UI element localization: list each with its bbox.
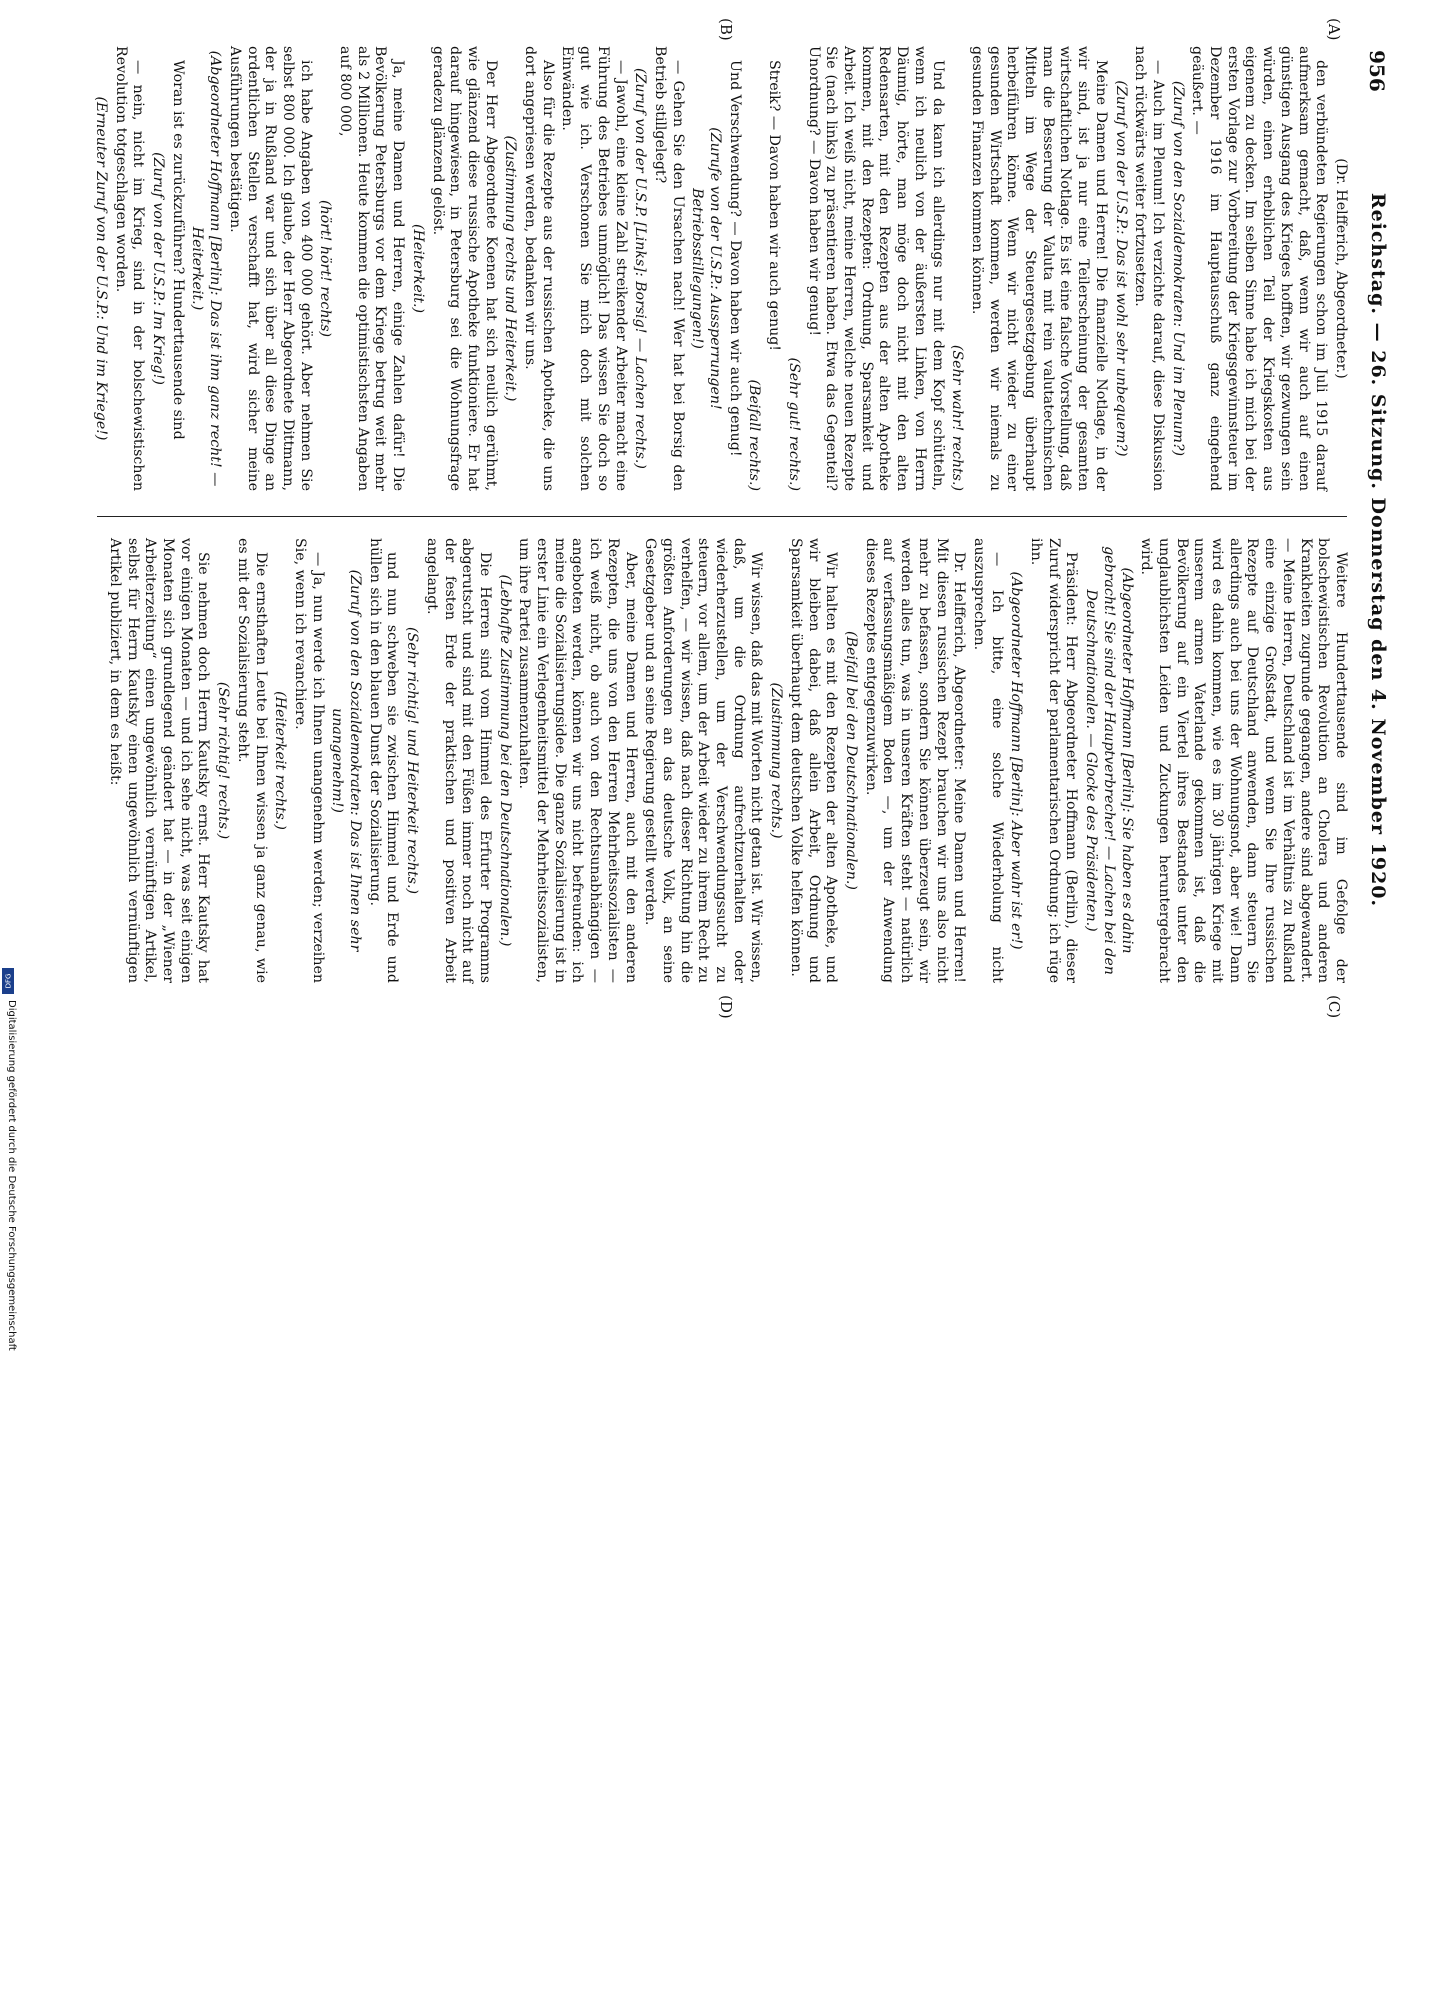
paragraph: — Jawohl, eine kleine Zahl streikender Arbeiter macht eine Führung des Betriebes unmöglich! Das wissen Sie doch so gut wie ich. Verschonen Sie mich doch mit solchen Einwänden.	[559, 46, 629, 491]
paragraph: Wir halten es mit den Rezepten der alten Apotheke, und wir bleiben dabei, daß allein Arbeit, Ordnung und Sparsamkeit überhaupt dem deutschen Volke helfen können.	[787, 538, 840, 983]
paragraph: Woran ist es zurückzuführen? Hunderttausende sind	[169, 60, 186, 440]
paragraph: (Abgeordneter Hoffmann [Berlin]: Das ist ihm ganz recht! — Heiterkeit.)	[189, 50, 224, 487]
paragraph: (hört! hört! rechts)	[317, 199, 334, 338]
paragraph: (Zuruf von den Sozialdemokraten: Und im Plenum?)	[1169, 80, 1186, 457]
paragraph: Streik? — Davon haben wir auch genug!	[766, 60, 783, 352]
dfg-logo-text: DFG	[4, 973, 12, 989]
page-number: 956	[1365, 50, 1389, 92]
paragraph: (Zuruf von der U.S.P. [Links]: Borsig! — Lachen rechts.)	[632, 68, 649, 469]
paragraph: Die Herren sind vom Himmel des Erfurter Programms abgerutscht und sind mit den Füßen immer noch nicht auf der festen Erde der praktischen und positiven Arbeit angelangt.	[423, 538, 493, 983]
paragraph: — Auch im Plenum! Ich verzichte darauf, diese Diskussion nach rückwärts weiter fortzusetzen.	[1132, 46, 1166, 491]
paragraph: (Sehr gut! rechts.)	[785, 357, 802, 491]
paragraph: (Lebhafte Zustimmung bei den Deutschnationalen.)	[496, 574, 513, 947]
paragraph: den verbündeten Regierungen schon im Juli 1915 darauf aufmerksam gemacht, daß, wenn wir auch auf einen günstigen Ausgang des Krieges hofften, wir gezwungen sein würden, einen erheblichen Teil der Kriegskosten aus eigenem zu decken. Im selben Sinne habe ich mich bei der ersten Vorlage zur Vorbereitung der Kriegsgewinnsteuer im Dezember 1916 im Hauptausschuß ganz eingehend geäußert. —	[1189, 46, 1330, 491]
right-text-column	[99, 538, 1349, 983]
paragraph: Ja, meine Damen und Herren, einige Zahlen dafür! Die Bevölkerung Petersburgs vor dem Kriege betrug weit mehr als 2 Millionen. Heute kommen die optimistischsten Angaben auf 800 000,	[337, 46, 407, 491]
paragraph: — Ja, nun werde ich Ihnen unangenehm werden; verzeihen Sie, wenn ich revanchiere.	[291, 538, 326, 983]
paragraph: Sie nehmen doch Herrn Kautsky ernst. Herr Kautsky hat vor einigen Monaten — und ich sehe nicht, was seit einigen Monaten sich grundlegend geändert hat — in der „Wiener Arbeiterzeitung“ einen ungewöhnlich vernünftigen Artikel, selbst für Herrn Kautsky einen ungewöhnlich vernünftigen Artikel publiziert, in dem es heißt:	[106, 538, 212, 983]
paragraph: und nun schweben sie zwischen Himmel und Erde und hüllen sich in den blauen Dunst der Sozialisierung.	[366, 538, 401, 983]
digitization-credit	[4, 1000, 18, 1990]
margin-marker-a: (A)	[1325, 18, 1343, 41]
paragraph: (Heiterkeit rechts.)	[272, 691, 289, 830]
paragraph: Die ernsthaften Leute bei Ihnen wissen ja ganz genau, wie es mit der Sozialisierung steht.	[234, 538, 269, 983]
paragraph: (Zuruf von der U.S.P.: Im Krieg!)	[150, 152, 166, 385]
paragraph: (Sehr richtig! rechts.)	[215, 681, 232, 840]
paragraph: (Zurufe von der U.S.P.: Aussperrungen! Betriebsstillegungen!)	[689, 127, 724, 410]
paragraph: (Zuruf von den Sozialdemokraten: Das ist Ihnen sehr unangenehm!)	[329, 569, 364, 952]
document-page	[55, 18, 1395, 1019]
paragraph: Und Verschwendung? — Davon haben wir auch genug!	[726, 60, 743, 457]
paragraph: — nein, nicht im Krieg, sind in der bolschewistischen Revolution totgeschlagen worden.	[112, 46, 147, 491]
paragraph: (Zustimmung rechts und Heiterkeit.)	[502, 135, 519, 402]
paragraph: (Zustimmung rechts.)	[768, 682, 785, 839]
paragraph: Und da kann ich allerdings nur mit dem Kopf schütteln, wenn ich neulich von der äußersten Linken, von Herrn Däumig, hörte, man möge doch nicht mit den alten Redensarten, mit den Rezepten aus der alten Apotheke kommen, mit den Rezepten: Ordnung, Sparsamkeit und Arbeit. Ich weiß nicht, meine Herren, welche neuen Rezepte Sie (nach links) zu präsentieren haben. Etwa das Gegenteil? Unordnung? — Davon haben wir genug!	[805, 46, 946, 491]
running-title: Reichstag. — 26. Sitzung. Donnerstag den 4. November 1920.	[1367, 192, 1389, 908]
paragraph: (Sehr richtig! und Heiterkeit rechts.)	[404, 626, 421, 895]
margin-marker-b: (B)	[717, 18, 735, 41]
paragraph: (Abgeordneter Hoffmann [Berlin]: Aber wahr ist er!)	[1008, 571, 1025, 950]
margin-marker-d: (D)	[717, 995, 735, 1019]
paragraph: Wir wissen, daß das mit Worten nicht getan ist. Wir wissen, daß, um die Ordnung aufrechtzuerhalten oder wiederherzustellen, um der Verschwendungssucht zu steuern, vor allem, um der Arbeit wieder zu ihrem Recht zu verhelfen, — wir wissen, daß nach dieser Richtung hin die größten Anforderungen an das deutsche Volk, an seine Gesetzgeber und an seine Regierung gestellt werden.	[642, 538, 765, 983]
paragraph: — Gehen Sie den Ursachen nach! Wer hat bei Borsig den Betrieb stillgelegt?	[651, 46, 686, 491]
paragraph: (Dr. Helfferich, Abgeordneter.)	[1333, 158, 1349, 379]
paragraph: Präsident: Herr Abgeordneter Hoffmann (Berlin), dieser Zuruf widerspricht der parlamentarischen Ordnung; ich rüge ihn.	[1028, 538, 1080, 983]
paragraph: (Sehr wahr! rechts.)	[949, 344, 966, 491]
paragraph: — Ich bitte, eine solche Wiederholung nicht auszusprechen.	[970, 538, 1005, 983]
paragraph: Weitere Hunderttausende sind im Gefolge der bolschewistischen Revolution an Cholera und anderen Krankheiten zugrunde gegangen, andere sind abgewandert. — Meine Herren, Deutschland ist im Verhältnis zu Rußland eine einzige Großstadt, und wenn Sie Ihre russischen Rezepte auf Deutschland anwenden, dann steuern Sie allerdings auch bei uns der Wohnungsnot, aber wie! Dann wird es dahin kommen, wie es im 30 jährigen Kriege mit unserem armen Vaterlande gekommen ist, daß die Bevölkerung auf ein Viertel ihres Bestandes unter den unglaublichsten Leiden und Zuckungen heruntergebracht wird.	[1138, 538, 1349, 983]
paragraph: (Beifall bei den Deutschnationalen.)	[843, 631, 860, 890]
column-divider	[97, 516, 1347, 517]
margin-marker-c: (C)	[1325, 995, 1343, 1019]
paragraph: (Erneuter Zuruf von der U.S.P.: Und im Kriege!)	[92, 96, 109, 441]
paragraph: Dr. Helfferich, Abgeordneter: Meine Damen und Herren! Mit diesen russischen Rezept brauchen wir uns also nicht mehr zu befassen, sondern Sie können überzeugt sein, wir werden alles tun, was in unseren Kräften steht — natürlich auf verfassungsmäßigem Boden —, um der Anwendung dieses Rezeptes entgegenzuwirken.	[862, 538, 968, 983]
digitization-credit-text: Digitalisierung gefördert durch die Deutsche Forschungsgemeinschaft	[6, 1000, 17, 1351]
paragraph: Also für die Rezepte aus der russischen Apotheke, die uns dort angepriesen werden, bedanken wir uns.	[522, 46, 556, 491]
paragraph: Meine Damen und Herren! Die finanzielle Notlage, in der wir sind, ist ja nur eine Teilerscheinung der gesamten wirtschaftlichen Notlage. Es ist eine falsche Vorstellung, daß man die Besserung der Valuta mit rein valutatechnischen Mitteln im Wege der Steuergesetzgebung überhaupt herbeiführen könne. Wenn wir nicht wieder zu einer gesunden Wirtschaft kommen, werden wir niemals zu gesunden Finanzen kommen können.	[968, 46, 1109, 491]
page-header	[1355, 40, 1395, 990]
dfg-logo	[2, 968, 14, 994]
paragraph: ich habe Angaben von 400 000 gehört. Aber nehmen Sie selbst 800 000. Ich glaube, der Herr Abgeordnete Dittmann, der ja in Rußland war und sich über all diese Dinge an ordentlichen Stellen verschafft hat, wird sicher meine Ausführungen bestätigen.	[226, 46, 314, 491]
paragraph: Aber, meine Damen und Herren, auch mit den anderen Rezepten, die uns von den Herren Mehrheitssozialisten — ich weiß nicht, ob auch von den Rechtsunabhängigen — angeboten werden, können wir uns nicht befreunden: ich meine die Sozialisierungsidee. Die ganze Sozialisierung ist in erster Linie ein Verlegenheitsmittel der Mehrheitssozialisten, um ihre Partei zusammenzuhalten.	[516, 538, 639, 983]
paragraph: Der Herr Abgeordnete Koenen hat sich neulich gerühmt, wie glänzend diese russische Apotheke funktioniere. Er hat darauf hingewiesen, in Petersburg sei die Wohnungsfrage geradezu glänzend gelöst.	[429, 46, 499, 491]
paragraph: (Zuruf von der U.S.P.: Das ist wohl sehr unbequem?)	[1112, 80, 1129, 457]
paragraph: (Heiterkeit.)	[409, 224, 426, 313]
paragraph: (Abgeordneter Hoffmann [Berlin]: Sie haben es dahin gebracht! Sie sind der Hauptverbrecher! — Lachen bei den Deutschnationalen. — Glocke des Präsidenten.)	[1083, 546, 1135, 975]
left-text-column	[92, 46, 1349, 491]
paragraph: (Beifall rechts.)	[746, 379, 763, 491]
